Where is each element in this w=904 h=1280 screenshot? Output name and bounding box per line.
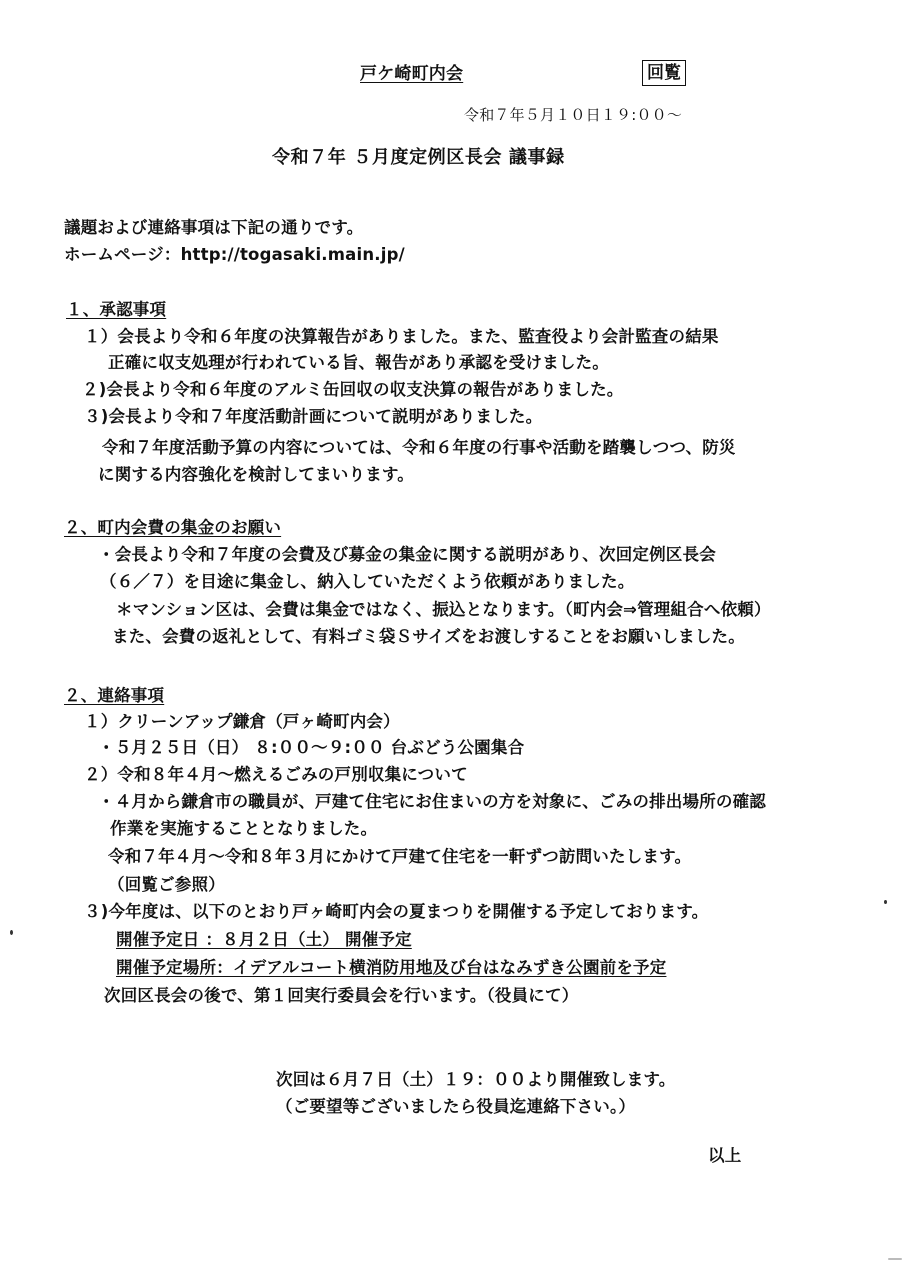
festival-date: 開催予定日 ：８月２日（土） 開催予定 [116, 930, 412, 949]
notice-line: （回覧ご参照） [108, 875, 225, 894]
homepage-url: ホームページ：http://togasaki.main.jp/ [64, 245, 405, 264]
org-name: 戸ケ崎町内会 [360, 64, 464, 84]
notice-line: 令和７年４月〜令和８年３月にかけて戸建て住宅を一軒ずつ訪問いたします。 [108, 847, 692, 866]
notice-line: １）クリーンアップ鎌倉（戸ヶ崎町内会） [84, 712, 400, 731]
notice-line: ・４月から鎌倉市の職員が、戸建て住宅にお住まいの方を対象に、ごみの排出場所の確認 [98, 792, 766, 811]
document-title: 令和７年 ５月度定例区長会 議事録 [272, 147, 565, 168]
notice-line: ・５月２５日（日） ８:００〜９:００ 台ぶどう公園集合 [98, 738, 525, 757]
scan-speck [884, 900, 887, 904]
dues-line: また、会費の返礼として、有料ゴミ袋Ｓサイズをお渡しすることをお願いしました。 [112, 627, 745, 646]
dues-line: （６／７）を目途に集金し、納入していただくよう依頼がありました。 [100, 572, 635, 591]
notice-line: 作業を実施することとなりました。 [110, 819, 378, 838]
notice-line: ２）令和８年４月〜燃えるごみの戸別収集について [84, 765, 468, 784]
closing-mark: 以上 [708, 1146, 742, 1165]
approval-line: ２)会長より令和６年度のアルミ缶回収の収支決算の報告がありました。 [82, 380, 624, 399]
next-meeting: 次回は６月７日（土）１９：００より開催致します。 [276, 1070, 676, 1089]
scan-speck [10, 930, 13, 935]
approval-line: 令和７年度活動予算の内容については、令和６年度の行事や活動を踏襲しつつ、防災 [102, 438, 736, 457]
circulation-stamp: 回覧 [642, 60, 686, 86]
scan-speck [888, 1258, 902, 1260]
approval-line: 正確に収支処理が行われている旨、報告があり承認を受けました。 [108, 353, 609, 372]
section-dues-heading: ２、町内会費の集金のお願い [64, 518, 282, 537]
approval-line: ３)会長より令和７年度活動計画について説明がありました。 [84, 407, 543, 426]
festival-venue: 開催予定場所：イデアルコート横消防用地及び台はなみずき公園前を予定 [116, 958, 667, 977]
dues-line: ・会長より令和７年度の会費及び募金の集金に関する説明があり、次回定例区長会 [98, 545, 716, 564]
dues-line: ＊マンション区は、会費は集金ではなく、振込となります。（町内会⇒管理組合へ依頼） [116, 600, 771, 619]
meeting-datetime: 令和７年５月１０日１９:００〜 [464, 106, 683, 124]
section-approval-heading: １、承認事項 [66, 300, 167, 319]
approval-line: １）会長より令和６年度の決算報告がありました。また、監査役より会計監査の結果 [84, 327, 719, 346]
notice-line: 次回区長会の後で、第１回実行委員会を行います。（役員にて） [104, 986, 579, 1005]
contact-note: （ご要望等ございましたら役員迄連絡下さい。） [276, 1097, 636, 1116]
approval-line: に関する内容強化を検討してまいります。 [98, 465, 414, 484]
section-notices-heading: ２、連絡事項 [64, 686, 165, 705]
intro-text: 議題および連絡事項は下記の通りです。 [64, 218, 364, 237]
notice-line: ３)今年度は、以下のとおり戸ヶ崎町内会の夏まつりを開催する予定しております。 [84, 902, 709, 921]
